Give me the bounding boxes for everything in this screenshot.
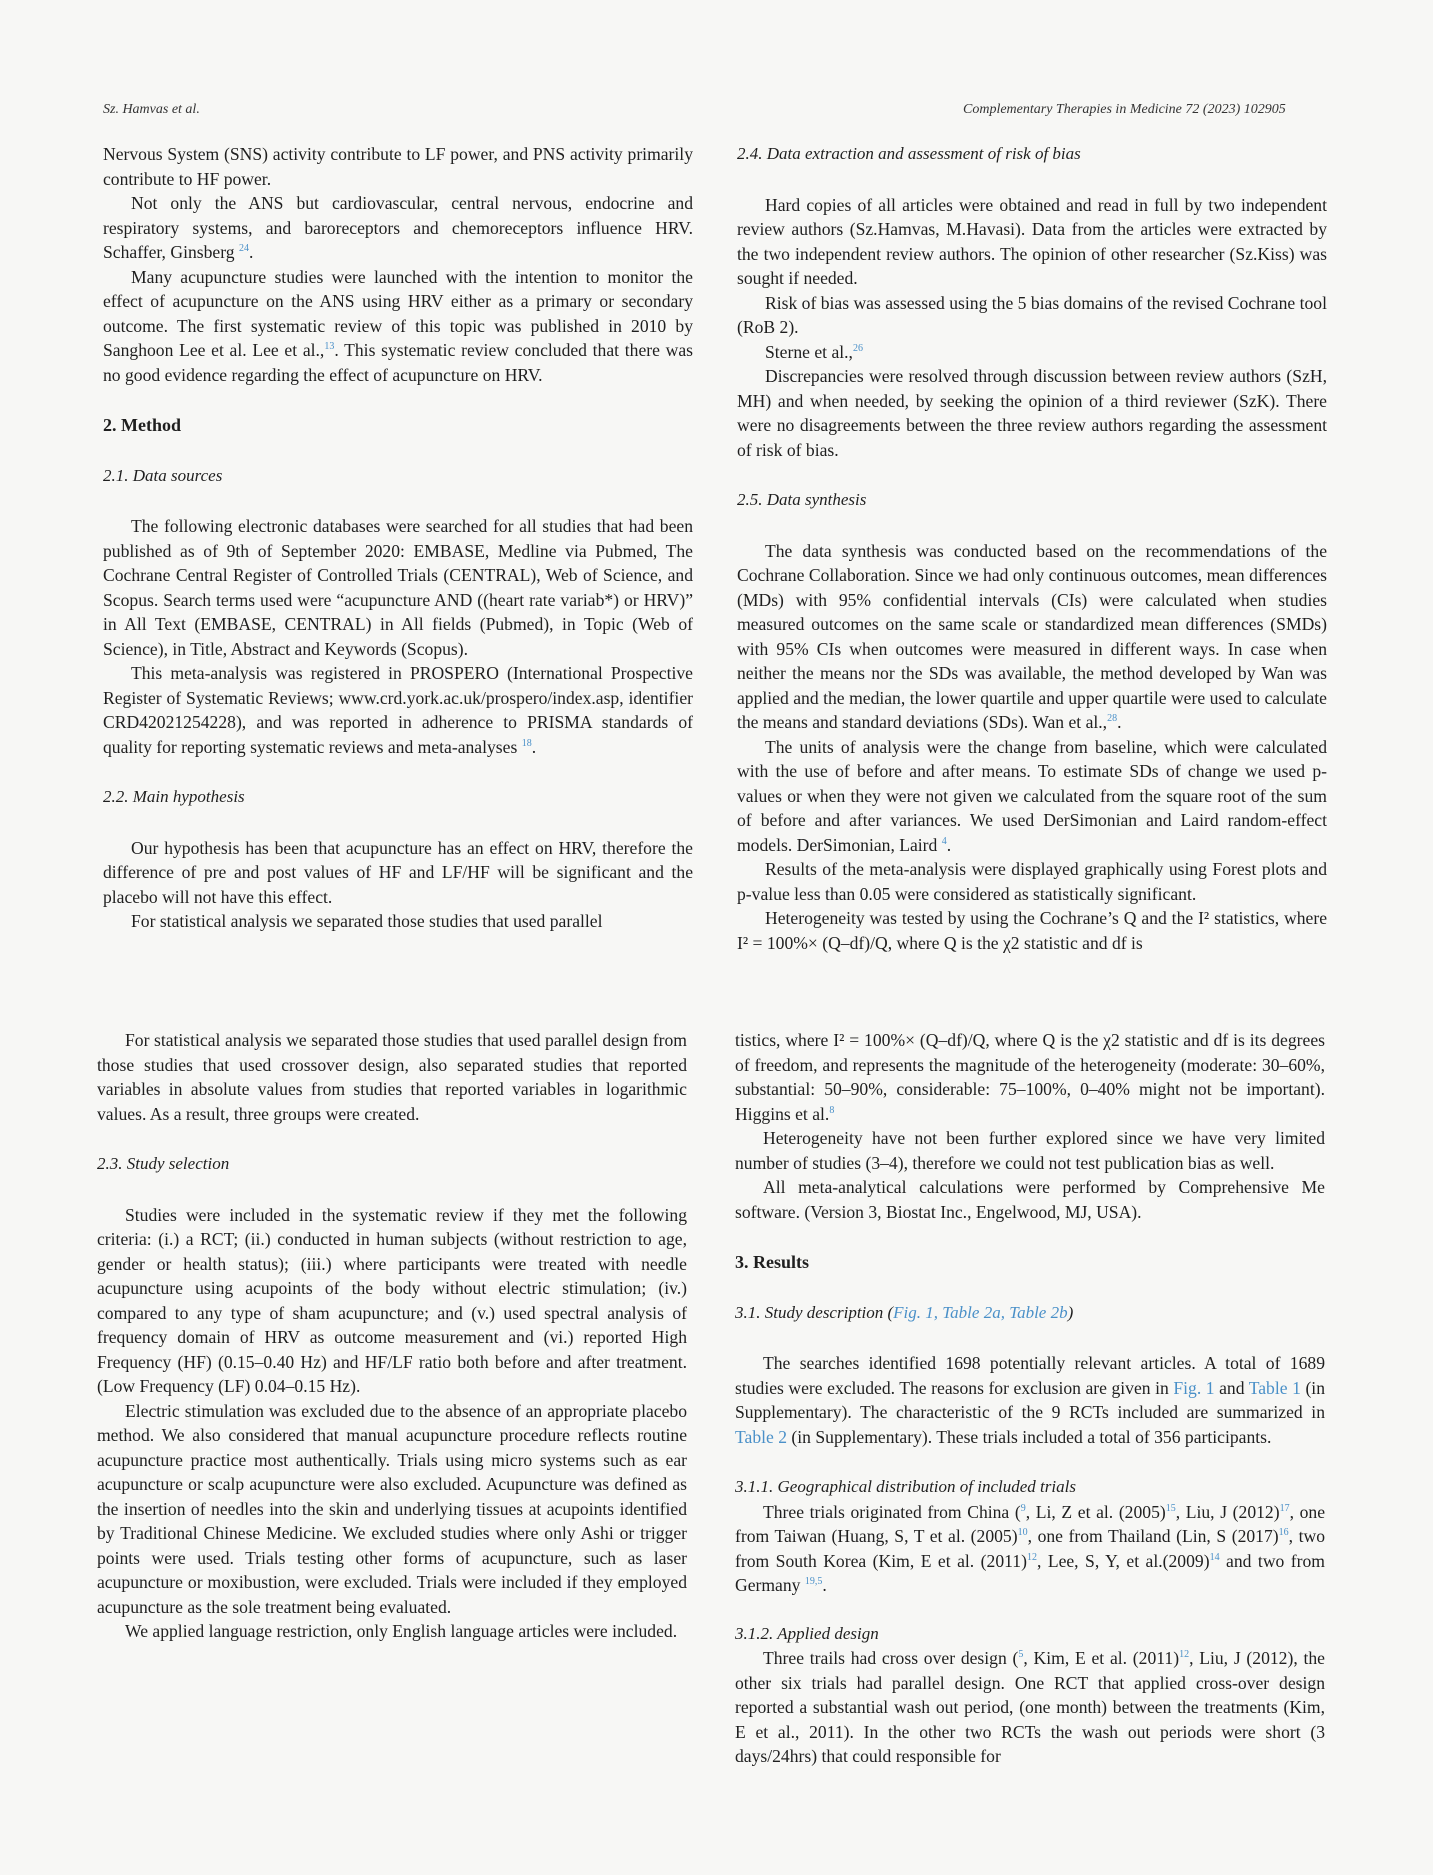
paragraph: Our hypothesis has been that acupuncture has an effect on HRV, therefore the difference of pre and post values of HF and LF/HF will be significant and the placebo will not have this effect. <box>103 837 693 907</box>
citation-ref[interactable]: 26 <box>852 342 863 354</box>
figure-table-links[interactable]: Fig. 1, Table 2a, Table 2b <box>893 1302 1068 1322</box>
subsection-heading: 2.3. Study selection <box>97 1154 230 1173</box>
subsection-heading: 2.2. Main hypothesis <box>103 787 245 806</box>
citation-ref[interactable]: 12 <box>1179 1649 1190 1661</box>
section-heading: 3. Results <box>735 1252 810 1272</box>
running-header-journal: Complementary Therapies in Medicine 72 (2023) 102905 <box>963 102 1286 117</box>
paragraph: Sterne et al.,$^{26}$ <box>765 341 863 362</box>
right-column-top <box>737 142 1327 955</box>
subsection-heading: 2.1. Data sources <box>103 465 223 485</box>
paragraph: Not only the ANS but cardiovascular, central nervous, endocrine and respiratory systems, and baroreceptors and chemoreceptors influence HRV. Schaffer, Ginsberg $^{24}$. <box>103 193 693 262</box>
paragraph: Three trials originated from China ($^9$, Li, Z et al. $(2005)^{15}$, Liu, J $(2012)^{17}$, one from Taiwan (Huang, S, T et al. $(2005)^{10}$, one from Thailand (Lin, S $(2017)^{16}$, two from South Korea (Kim, E et al. $(2011)^{12}$, Lee, S, Y, et $al.(2009)^{14}$ and two from Germany $^{19,5}$. <box>735 1501 1326 1595</box>
paragraph: tistics, where I² = 100%× (Q–df)/Q, where Q is the χ2 statistic and df is its degrees of freedom, and represents the magnitude of the heterogeneity (moderate: 30–60%, substantial: 50–90%, considerable: 75–100%, 0–40% might not be important). Higgins et al.$^8$ <box>735 1030 1325 1124</box>
paragraph: Nervous System (SNS) activity contribute to LF power, and PNS activity primarily contribute to HF power. <box>103 144 693 189</box>
paragraph: Heterogeneity have not been further explored since we have very limited number of studies (3–4), therefore we could not test publication bias as well. <box>735 1128 1325 1173</box>
paragraph: For statistical analysis we separated those studies that used parallel design from those studies that used crossover design, also separated studies that reported variables in absolute values from studies that reported variables in logarithmic values. As a result, three groups were created. <box>97 1030 687 1124</box>
paragraph: The units of analysis were the change from baseline, which were calculated with the use of before and after means. To estimate SDs of change we used p-values or when they were not given we calculated from the square root of the sum of before and after variances. We used DerSimonian and Laird random-effect models. DerSimonian, Laird $^4$. <box>737 736 1327 855</box>
section-heading: 2. Method <box>103 415 181 435</box>
paragraph: All meta-analytical calculations were performed by Comprehensive Me software. (Version 3, Biostat Inc., Engelwood, MJ, USA). <box>735 1177 1325 1222</box>
paragraph: Heterogeneity was tested by using the Cochrane’s Q and the I² statistics, where I² = 100%× (Q–df)/Q, where Q is the χ2 statistic and df is <box>737 908 1327 953</box>
citation-ref[interactable]: 19,5 <box>804 1576 823 1588</box>
paragraph: This meta-analysis was registered in PROSPERO (International Prospective Register of Systematic Reviews; www.crd.york.ac.uk/prospero/index.asp, identifier CRD42021254228), and was reported in adherence to PRISMA standards of quality for reporting systematic reviews and meta-analyses $^{18}$. <box>103 663 693 757</box>
citation-ref[interactable]: 10 <box>1017 1527 1028 1539</box>
citation-ref[interactable]: 12 <box>1026 1551 1037 1563</box>
citation-ref[interactable]: 16 <box>1278 1527 1289 1539</box>
citation-ref[interactable]: 4 <box>941 835 947 847</box>
paragraph: Risk of bias was assessed using the 5 bias domains of the revised Cochrane tool (RoB 2). <box>737 292 1327 337</box>
paragraph: Results of the meta-analysis were displayed graphically using Forest plots and p-value less than 0.05 were considered as statistically significant. <box>737 859 1327 904</box>
citation-ref[interactable]: 15 <box>1165 1502 1176 1514</box>
paragraph: Many acupuncture studies were launched with the intention to monitor the effect of acupuncture on the ANS using HRV either as a primary or secondary outcome. The first systematic review of this topic was published in 2010 by Sanghoon Lee et al. Lee et al.,$^{13}$. This systematic review concluded that there was no good evidence regarding the effect of acupuncture on HRV. <box>103 266 693 385</box>
citation-ref[interactable]: 13 <box>324 341 335 353</box>
citation-ref[interactable]: 5 <box>1018 1649 1024 1661</box>
citation-ref[interactable]: 24 <box>238 243 249 255</box>
paragraph: Discrepancies were resolved through discussion between review authors (SzH, MH) and when needed, by seeking the opinion of a third reviewer (SzK). There were no disagreements between the three review authors regarding the assessment of risk of bias. <box>737 366 1327 460</box>
citation-ref[interactable]: 17 <box>1279 1502 1290 1514</box>
subsection-heading: 3.1.2. Applied design <box>735 1623 879 1643</box>
figure-link[interactable]: Fig. 1 <box>1173 1377 1215 1398</box>
citation-ref[interactable]: 9 <box>1020 1502 1026 1514</box>
citation-ref[interactable]: 14 <box>1209 1551 1220 1563</box>
citation-ref[interactable]: 8 <box>829 1104 835 1116</box>
paragraph: Electric stimulation was excluded due to the absence of an appropriate placebo method. We also considered that manual acupuncture procedure reflects routine acupuncture practice most authentically. Trials using micro systems such as ear acupuncture or scalp acupuncture were also excluded. Acupuncture was defined as the insertion of needles into the skin and underlying tissues at acupoints identified by Traditional Chinese Medicine. We excluded studies where only Ashi or trigger points were used. Trials testing other forms of acupuncture, such as laser acupuncture or moxibustion, were excluded. Trials were included if they employed acupuncture as the sole treatment being evaluated. <box>97 1400 687 1617</box>
table-link[interactable]: Table 2 <box>735 1426 788 1447</box>
running-header-authors: Sz. Hamvas et al. <box>103 102 200 117</box>
paragraph: The data synthesis was conducted based on the recommendations of the Cochrane Collaboration. Since we had only continuous outcomes, mean differences (MDs) with 95% confidential intervals (CIs) were calculated when studies measured outcomes on the same scale or standardized mean differences (SMDs) with 95% CIs when outcomes were measured in different ways. In case when neither the means nor the SDs was available, the method developed by Wan was applied and the median, the lower quartile and upper quartile were used to calculate the means and standard deviations (SDs). Wan et al.,$^{28}$. <box>737 540 1327 732</box>
paragraph: Hard copies of all articles were obtained and read in full by two independent review authors (Sz.Hamvas, M.Havasi). Data from the articles were extracted by the two independent review authors. The opinion of other researcher (Sz.Kiss) was sought if needed. <box>737 194 1327 288</box>
subsection-heading: 2.5. Data synthesis <box>737 490 867 509</box>
paragraph: The following electronic databases were searched for all studies that had been published as of 9th of September 2020: EMBASE, Medline via Pubmed, The Cochrane Central Register of Controlled Trials (CENTRAL), Web of Science, and Scopus. Search terms used were “acupuncture AND ((heart rate variab*) or HRV)” in All Text (EMBASE, CENTRAL) in All fields (Pubmed), in Topic (Web of Science), in Title, Abstract and Keywords (Scopus). <box>103 516 693 659</box>
subsection-heading: 3.1. Study description (Fig. 1, Table 2a, Table 2b) <box>735 1302 1074 1322</box>
paragraph: The searches identified 1698 potentially relevant articles. A total of 1689 studies were excluded. The reasons for exclusion are given in Fig. 1 and Table 1 (in Supplementary). The characteristic of the 9 RCTs included are summarized in Table 2 (in Supplementary). These trials included a total of 356 participants. <box>735 1353 1325 1447</box>
table-link[interactable]: Table 1 <box>1248 1377 1301 1398</box>
paragraph: For statistical analysis we separated those studies that used parallel <box>131 911 603 931</box>
left-column-top <box>103 142 693 934</box>
left-column-bottom <box>97 1028 687 1644</box>
subsection-heading: 2.4. Data extraction and assessment of risk of bias <box>737 144 1081 163</box>
citation-ref[interactable]: 28 <box>1107 713 1118 725</box>
paragraph: Three trails had cross over design ($^5$, Kim, E et al. $(2011)^{12}$, Liu, J (2012), the other six trials had parallel design. One RCT that applied cross-over design reported a substantial wash out period, (one month) between the treatments (Kim, E et al., 2011). In the other two RCTs the wash out periods were short (3 days/24hrs) that could responsible for <box>735 1648 1325 1766</box>
subsection-heading: 3.1.1. Geographical distribution of included trials <box>735 1477 1076 1496</box>
paragraph: We applied language restriction, only English language articles were included. <box>125 1621 678 1641</box>
paragraph: Studies were included in the systematic review if they met the following criteria: (i.) a RCT; (ii.) conducted in human subjects (without restriction to age, gender or health status); (iii.) where participants were treated with needle acupuncture using acupoints of the body without electric stimulation; (iv.) compared to any type of sham acupuncture; and (v.) used spectral analysis of frequency domain of HRV as outcome measurement and (vi.) reported High Frequency (HF) (0.15–0.40 Hz) and HF/LF ratio both before and after treatment. (Low Frequency (LF) 0.04–0.15 Hz). <box>97 1204 687 1396</box>
right-column-bottom <box>735 1028 1325 1769</box>
citation-ref[interactable]: 18 <box>521 737 532 749</box>
